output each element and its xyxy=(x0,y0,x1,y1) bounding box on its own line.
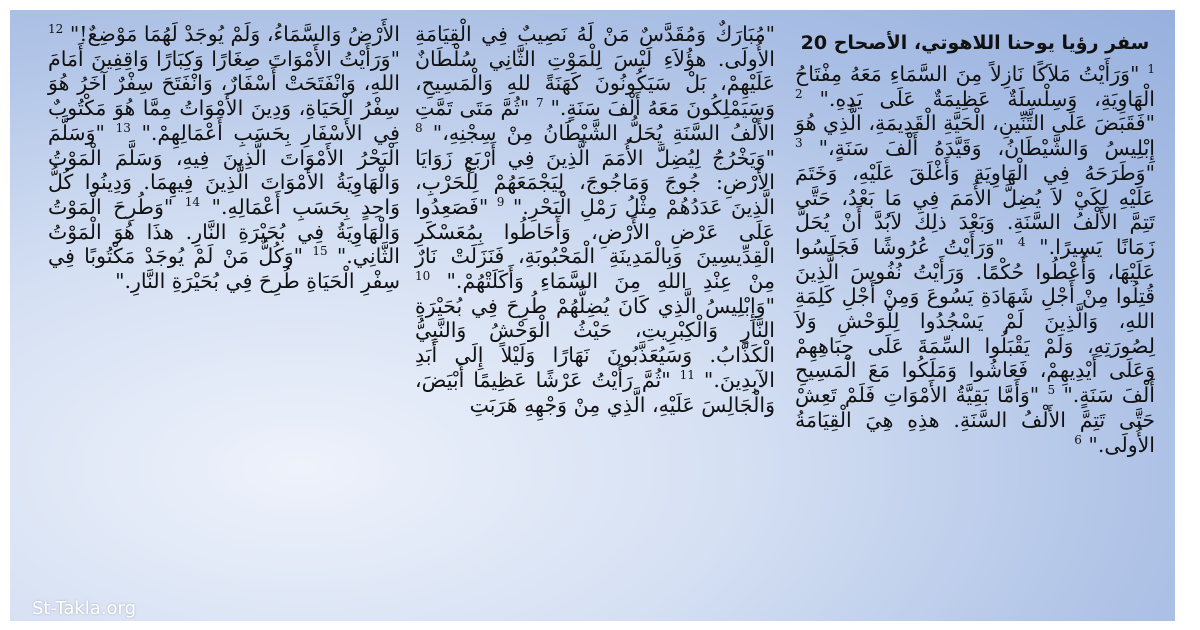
verse-text: "وَسَلَّمَ الْبَحْرُ الأَمْوَاتَ الَّذِينَ فِيهِ، وَسَلَّمَ الْمَوْتُ وَالْهَاوِيَةُ الأَمْوَاتَ الَّذِينَ فِيهِمَا. وَدِينُوا كُلُّ وَاحِدٍ بِحَسَبِ أَعْمَالِهِ." xyxy=(48,120,400,219)
verse-number: 15 xyxy=(312,244,328,259)
verse-text: "وَإِبْلِيسُ الَّذِي كَانَ يُضِلُّهُمْ طُرِحَ فِي بُحَيْرَةِ النَّارِ وَالْكِبْرِيتِ، حَيْثُ الْوَحْشُ وَالنَّبِيُّ الْكَذَّابُ. وَسَيُعَذَّبُونَ نَهَارًا وَلَيْلاً إِلَى أَبَدِ الآبِدِينَ." xyxy=(415,293,775,392)
verse-text: "وَرَأَيْتُ الأَمْوَاتَ صِغَارًا وَكِبَارًا وَاقِفِينَ أَمَامَ اللهِ، وَانْفَتَحَتْ أَسْفَارٌ، وَانْفَتَحَ سِفْرٌ آخَرُ هُوَ سِفْرُ الْحَيَاةِ، وَدِينَ الأَمْوَاتُ مِمَّا هُوَ مَكْتُوبٌ فِي الأَسْفَارِ بِحَسَبِ أَعْمَالِهِمْ." xyxy=(48,46,400,145)
verse-number: 6 xyxy=(1074,432,1082,447)
verse-text: "فَصَعِدُوا عَلَى عَرْضِ الأَرْضِ، وَأَحَاطُوا بِمُعَسْكَرِ الْقِدِّيسِينَ وَبِالْمَدِينَةِ الْمَحْبُوبَةِ، فَنَزَلَتْ نَارٌ مِنْ عِنْدِ اللهِ مِنَ السَّمَاءِ وَأَكَلَتْهُمْ." xyxy=(415,194,775,294)
verses-right xyxy=(795,62,1155,457)
verse-number: 13 xyxy=(115,120,131,135)
verse-number: 10 xyxy=(415,269,431,284)
verse-text: "مُبَارَكٌ وَمُقَدَّسٌ مَنْ لَهُ نَصِيبٌ فِي الْقِيَامَةِ الأُولَى. هؤُلاَءِ لَيْسَ لِلْمَوْتِ الثَّانِي سُلْطَانٌ عَلَيْهِمْ، بَلْ سَيَكُونُونَ كَهَنَةً للهِ وَالْمَسِيحِ، وَسَيَمْلِكُونَ مَعَهُ أَلْفَ سَنَةٍ." xyxy=(415,22,775,121)
verse-text: "ثُمَّ مَتَى تَمَّتِ الأَلْفُ السَّنَةِ يُحَلُّ الشَّيْطَانُ مِنْ سِجْنِهِ،" xyxy=(415,96,775,145)
verse-text: "وَطَرَحَهُ فِي الْهَاوِيَةِ وَأَغْلَقَ عَلَيْهِ، وَخَتَمَ عَلَيْهِ لِكَيْ لاَ يُضِلَّ الأُمَمَ فِي مَا بَعْدُ، حَتَّى تَتِمَّ الأَلْفُ السَّنَةِ. وَبَعْدَ ذلِكَ لاَبُدَّ أَنْ يُحَلَّ زَمَانًا يَسِيرًا." xyxy=(795,160,1155,259)
site-watermark: St-Takla.org xyxy=(32,598,137,619)
verse-number: 2 xyxy=(795,86,803,101)
verse-number: 5 xyxy=(1047,383,1056,398)
verse-text: "وَرَأَيْتُ مَلاَكًا نَازِلاً مِنَ السَّمَاءِ مَعَهُ مِفْتَاحُ الْهَاوِيَةِ، وَسِلْسِلَةٌ عَظِيمَةٌ عَلَى يَدِهِ." xyxy=(795,62,1155,111)
verse-text: "وَيَخْرُجُ لِيُضِلَّ الأُمَمَ الَّذِينَ فِي أَرْبَعِ زَوَايَا الأَرْضِ: جُوجَ وَمَاجُوجَ، لِيَجْمَعَهُمْ لِلْحَرْبِ، الَّذِينَ عَدَدُهُمْ مِثْلُ رَمْلِ الْبَحْرِ." xyxy=(415,145,775,219)
verse-number: 14 xyxy=(184,195,201,210)
verses-left xyxy=(48,22,400,294)
verse-number: 8 xyxy=(415,120,423,135)
text-column-left xyxy=(48,22,400,294)
verse-number: 3 xyxy=(795,136,803,151)
verse-number: 7 xyxy=(536,96,544,111)
verse-number: 4 xyxy=(1017,235,1026,250)
verses-middle xyxy=(415,22,775,417)
verse-number: 1 xyxy=(1147,62,1155,77)
verse-number: 11 xyxy=(679,368,695,383)
verse-number: 12 xyxy=(48,22,64,37)
verse-text: الأَرْضُ وَالسَّمَاءُ، وَلَمْ يُوجَدْ لَهُمَا مَوْضِعٌ!" xyxy=(69,22,400,46)
verse-text: "وَرَأَيْتُ عُرُوشًا فَجَلَسُوا عَلَيْهَا، وَأُعْطُوا حُكْمًا. وَرَأَيْتُ نُفُوسَ الَّذِينَ قُتِلُوا مِنْ أَجْلِ شَهَادَةِ يَسُوعَ وَمِنْ أَجْلِ كَلِمَةِ اللهِ، وَالَّذِينَ لَمْ يَسْجُدُوا لِلْوَحْشِ وَلاَ لِصُورَتِهِ، وَلَمْ يَقْبَلُوا السِّمَةَ عَلَى جِبَاهِهِمْ وَعَلَى أَيْدِيهِمْ، فَعَاشُوا وَمَلَكُوا مَعَ الْمَسِيحِ أَلْفَ سَنَةٍ." xyxy=(795,234,1155,408)
verse-text: "وَطُرِحَ الْمَوْتُ وَالْهَاوِيَةُ فِي بُحَيْرَةِ النَّارِ. هذَا هُوَ الْمَوْتُ الثَّانِي." xyxy=(48,194,400,269)
verse-text: "فَقَبَضَ عَلَى التِّنِّينِ، الْحَيَّةِ الْقَدِيمَةِ، الَّذِي هُوَ إِبْلِيسُ وَالشَّيْطَانُ، وَقَيَّدَهُ أَلْفَ سَنَةٍ،" xyxy=(795,111,1155,161)
chapter-title: سفر رؤيا يوحنا اللاهوتي، الأصحاح 20 xyxy=(800,32,1150,54)
text-column-middle xyxy=(415,22,775,417)
verse-text: "وَأَمَّا بَقِيَّةُ الأَمْوَاتِ فَلَمْ تَعِشْ حَتَّى تَتِمَّ الأَلْفُ السَّنَةِ. هذِهِ هِيَ الْقِيَامَةُ الأُولَى." xyxy=(795,383,1155,457)
verse-text: "ثُمَّ رَأَيْتُ عَرْشًا عَظِيمًا أَبْيَضَ، وَالْجَالِسَ عَلَيْهِ، الَّذِي مِنْ وَجْهِهِ هَرَبَتِ xyxy=(415,367,775,417)
page-panel xyxy=(10,10,1175,621)
verse-text: "وَكُلُّ مَنْ لَمْ يُوجَدْ مَكْتُوبًا فِي سِفْرِ الْحَيَاةِ طُرِحَ فِي بُحَيْرَةِ النَّارِ." xyxy=(48,244,400,294)
text-column-right xyxy=(795,30,1155,457)
verse-number: 9 xyxy=(496,195,505,210)
